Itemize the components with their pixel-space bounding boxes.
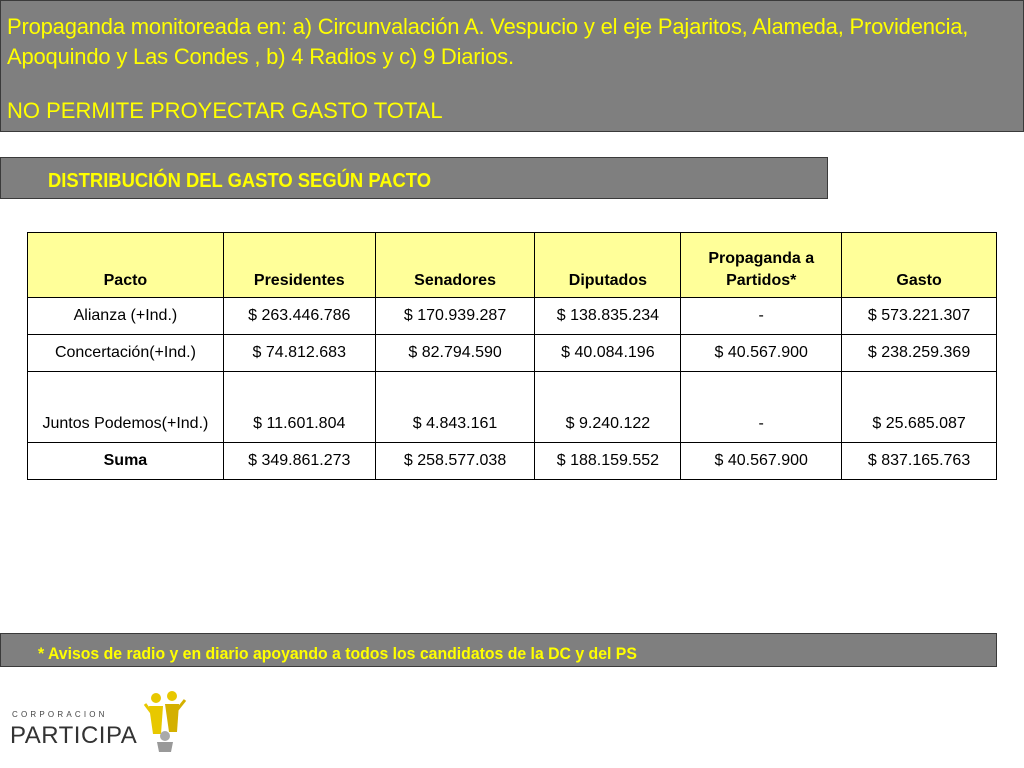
column-header-gasto: Gasto: [842, 233, 997, 298]
cell-diputados: $ 9.240.122: [535, 372, 681, 443]
distribution-table: [27, 232, 997, 480]
cell-senadores: $ 82.794.590: [375, 335, 535, 372]
cell-diputados: $ 188.159.552: [535, 443, 681, 480]
column-header-pacto: Pacto: [28, 233, 224, 298]
cell-gasto: $ 238.259.369: [842, 335, 997, 372]
cell-propaganda: -: [681, 372, 842, 443]
section-title: DISTRIBUCIÓN DEL GASTO SEGÚN PACTO: [48, 170, 432, 192]
cell-pacto-total: Suma: [28, 443, 224, 480]
column-header-propaganda: Propaganda a Partidos*: [681, 233, 842, 298]
cell-gasto: $ 837.165.763: [842, 443, 997, 480]
cell-gasto: $ 573.221.307: [842, 298, 997, 335]
table-row: [28, 372, 997, 443]
section-title-bar: [0, 157, 828, 199]
footnote-text: * Avisos de radio y en diario apoyando a todos los candidatos de la DC y del PS: [38, 644, 637, 663]
column-header-senadores: Senadores: [375, 233, 535, 298]
cell-presidentes: $ 74.812.683: [223, 335, 375, 372]
header-panel: [0, 0, 1024, 132]
cell-diputados: $ 40.084.196: [535, 335, 681, 372]
column-header-diputados: Diputados: [535, 233, 681, 298]
header-warning: NO PERMITE PROYECTAR GASTO TOTAL: [7, 98, 443, 123]
cell-presidentes: $ 11.601.804: [223, 372, 375, 443]
cell-presidentes: $ 349.861.273: [223, 443, 375, 480]
cell-presidentes: $ 263.446.786: [223, 298, 375, 335]
header-description: Propaganda monitoreada en: a) Circunvalación A. Vespucio y el eje Pajaritos, Alameda, Providencia, Apoquindo y Las Condes , b) 4 Radios y c) 9 Diarios.: [7, 14, 969, 69]
cell-pacto: Concertación(+Ind.): [28, 335, 224, 372]
corporacion-participa-logo: [10, 690, 190, 760]
footnote-bar: [0, 633, 997, 667]
people-figures-icon: [143, 690, 189, 752]
cell-senadores: $ 258.577.038: [375, 443, 535, 480]
cell-senadores: $ 4.843.161: [375, 372, 535, 443]
table-row: [28, 335, 997, 372]
logo-small-text: CORPORACION: [12, 710, 108, 719]
cell-gasto: $ 25.685.087: [842, 372, 997, 443]
logo-name: PARTICIPA: [10, 722, 138, 749]
cell-diputados: $ 138.835.234: [535, 298, 681, 335]
cell-senadores: $ 170.939.287: [375, 298, 535, 335]
cell-propaganda: $ 40.567.900: [681, 335, 842, 372]
cell-propaganda: $ 40.567.900: [681, 443, 842, 480]
cell-propaganda: -: [681, 298, 842, 335]
column-header-presidentes: Presidentes: [223, 233, 375, 298]
table-header-row: [28, 233, 997, 298]
cell-pacto: Alianza (+Ind.): [28, 298, 224, 335]
cell-pacto: Juntos Podemos(+Ind.): [28, 372, 224, 443]
table-total-row: [28, 443, 997, 480]
table-row: [28, 298, 997, 335]
